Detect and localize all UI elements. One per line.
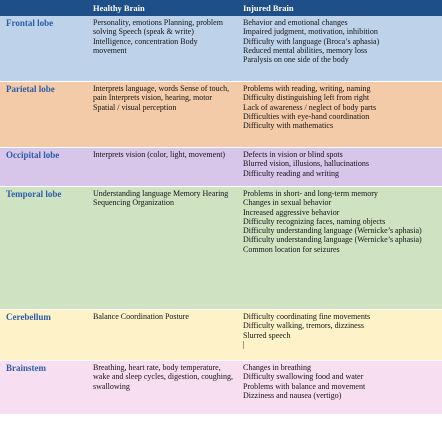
- injured-item: Changes in sexual behavior: [243, 198, 332, 208]
- injured-brain-cell: [237, 361, 442, 415]
- injured-item: Problems in short- and long-term memory: [243, 189, 378, 198]
- table-header-row: [0, 0, 442, 16]
- healthy-brain-cell: Interprets language, words Sense of touch, pain Interprets vision, hearing, motor Spatial / visual perception: [87, 82, 237, 148]
- injured-item: Paralysis on one side of the body: [243, 55, 349, 65]
- injured-item: Slurred speech: [243, 330, 291, 340]
- injured-item: Dizziness and nausea (vertigo): [243, 390, 342, 400]
- injured-item: Defects in vision or blind spots: [243, 150, 343, 159]
- lobe-name: Parietal lobe: [0, 82, 87, 148]
- injured-brain-cell: [237, 16, 442, 82]
- injured-item: Difficulty distinguishing left from right: [243, 93, 370, 103]
- injured-item: Changes in breathing: [243, 363, 311, 372]
- table-row: [0, 310, 442, 361]
- injured-item: Problems with reading, writing, naming: [243, 84, 371, 93]
- healthy-brain-cell: Interprets vision (color, light, movement): [87, 148, 237, 187]
- lobe-name: Temporal lobe: [0, 187, 87, 310]
- injured-item: Common location for seizures: [243, 244, 340, 254]
- injured-item: Problems with balance and movement: [243, 381, 366, 391]
- injured-item: Difficulty understanding language (Wernicke’s aphasia): [243, 226, 422, 236]
- injured-item: Behavior and emotional changes: [243, 18, 348, 27]
- injured-item: Lack of awareness / neglect of body parts: [243, 102, 377, 112]
- injured-item: Difficulty coordinating fine movements: [243, 312, 371, 321]
- injured-item: Difficulty reading and writing: [243, 168, 340, 178]
- injured-item: Difficulty with language (Broca’s aphasia): [243, 36, 380, 46]
- table-row: [0, 187, 442, 310]
- injured-item: Difficulty walking, tremors, dizziness: [243, 321, 364, 331]
- injured-brain-cell: [237, 310, 442, 361]
- lobe-name: Occipital lobe: [0, 148, 87, 187]
- injured-item: Difficulty with mathematics: [243, 121, 334, 131]
- table-row: [0, 361, 442, 415]
- lobe-name: Cerebellum: [0, 310, 87, 361]
- healthy-brain-cell: Breathing, heart rate, body temperature, wake and sleep cycles, digestion, coughing, swallowing: [87, 361, 237, 415]
- injured-item: Impaired judgment, motivation, inhibition: [243, 27, 378, 37]
- table-row: [0, 148, 442, 187]
- table-row: [0, 16, 442, 82]
- injured-brain-cell: [237, 148, 442, 187]
- injured-brain-cell: [237, 82, 442, 148]
- healthy-brain-cell: Understanding language Memory Hearing Sequencing Organization: [87, 187, 237, 310]
- injured-item: |: [243, 339, 245, 349]
- injured-item: Increased aggressive behavior: [243, 207, 340, 217]
- header-healthy-brain: Healthy Brain: [87, 0, 237, 16]
- header-injured-brain: Injured Brain: [237, 0, 442, 16]
- lobe-name: Frontal lobe: [0, 16, 87, 82]
- injured-item: Difficulty recognizing faces, naming objects: [243, 216, 386, 226]
- healthy-brain-cell: Balance Coordination Posture: [87, 310, 237, 361]
- injured-item: Difficulty swallowing food and water: [243, 372, 364, 382]
- healthy-brain-cell: Personality, emotions Planning, problem solving Speech (speak & write) Intelligence, concentration Body movement: [87, 16, 237, 82]
- header-lobe: [0, 0, 87, 16]
- lobe-name: Brainstem: [0, 361, 87, 415]
- table-row: [0, 82, 442, 148]
- injured-item: Reduced mental abilities, memory loss: [243, 45, 368, 55]
- injured-item: Difficulty understanding language (Wernicke’s aphasia): [243, 235, 422, 245]
- injured-item: Blurred vision, illusions, hallucinations: [243, 159, 369, 169]
- injured-brain-cell: [237, 187, 442, 310]
- injured-item: Difficulties with eye-hand coordination: [243, 111, 370, 121]
